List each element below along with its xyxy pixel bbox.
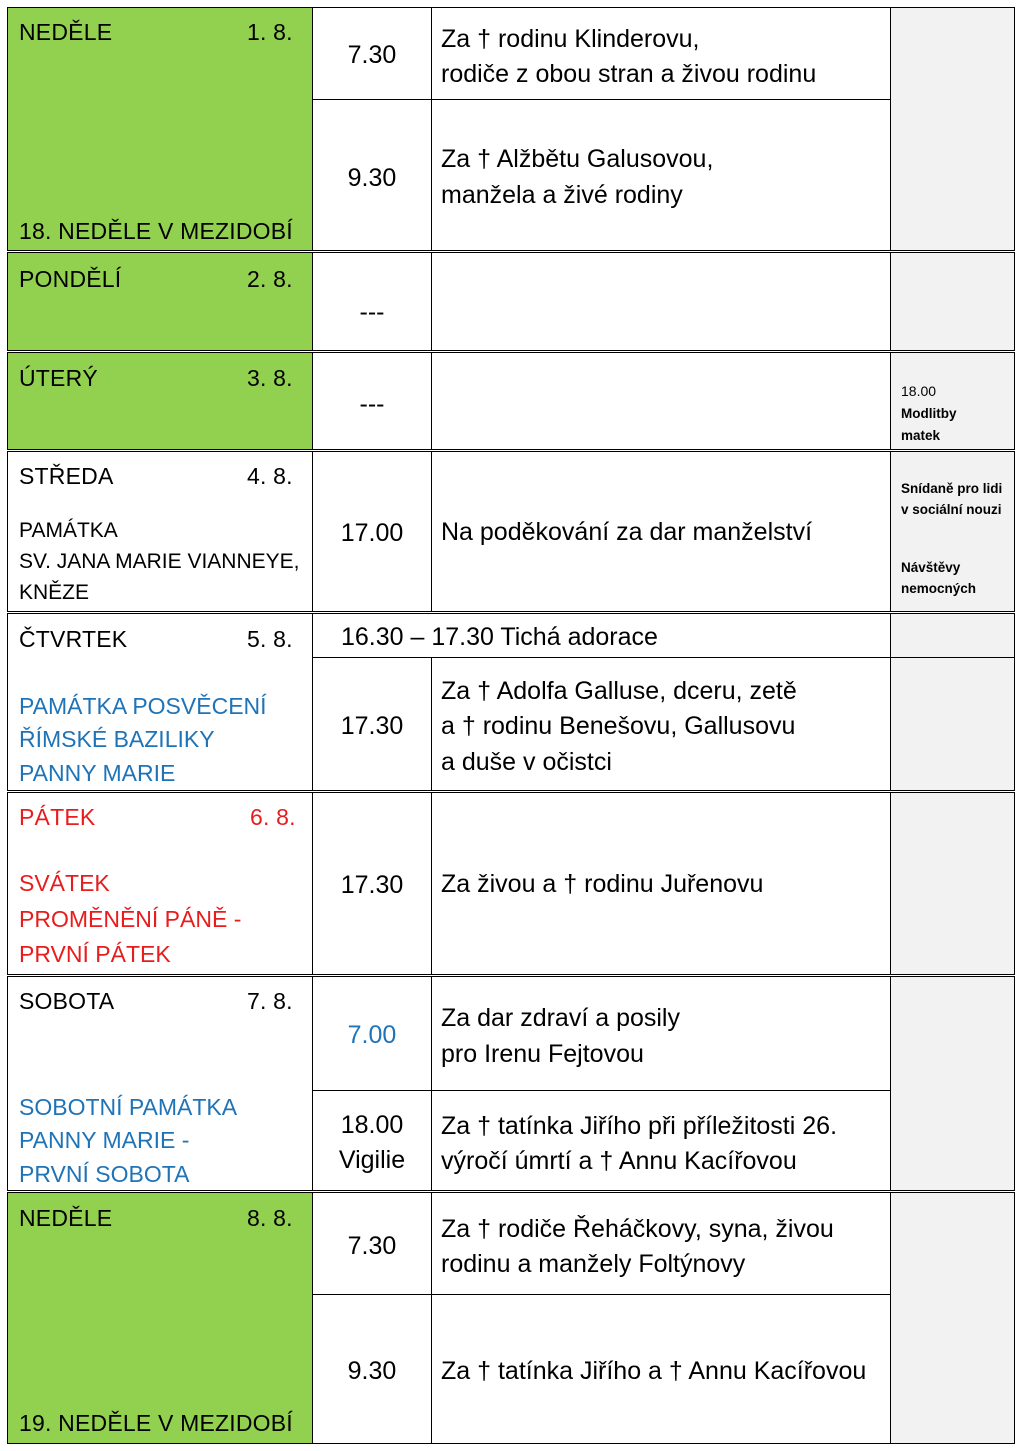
mass-time: 7.00 <box>347 1021 397 1049</box>
mass-intention: Na poděkování za dar manželství <box>441 518 813 546</box>
side-note: matek <box>901 428 941 443</box>
mass-intention-line: a † rodinu Benešovu, Gallusovu <box>441 712 796 740</box>
mass-intention-line: Za † tatínka Jiřího při příležitosti 26. <box>441 1112 838 1140</box>
mass-time: 7.30 <box>347 41 397 69</box>
feast-line: PAMÁTKA <box>19 519 118 542</box>
side-cell <box>890 7 1015 251</box>
side-cell <box>890 252 1015 351</box>
mass-time: 17.30 <box>340 871 404 899</box>
mass-intention-line: Za † rodinu Klinderovu, <box>441 25 700 53</box>
day-date: 2. 8. <box>247 266 293 292</box>
day-name: PONDĚLÍ <box>19 266 122 292</box>
day-date: 1. 8. <box>247 19 293 45</box>
mass-intention-line: Za † rodiče Řeháčkovy, syna, živou <box>441 1215 834 1243</box>
mass-intention-line: Za † Alžbětu Galusovou, <box>441 145 714 173</box>
mass-time: --- <box>359 390 385 418</box>
mass-time: 17.30 <box>340 712 404 740</box>
day-name: SOBOTA <box>19 988 115 1014</box>
liturgical-day: 19. NEDĚLE V MEZIDOBÍ <box>19 1410 293 1436</box>
mass-intention: Za živou a † rodinu Juřenovu <box>441 870 764 898</box>
feast-line: SV. JANA MARIE VIANNEYE, <box>19 550 300 573</box>
side-cell <box>890 792 1015 975</box>
side-cell <box>890 976 1015 1191</box>
time-cell <box>312 1090 432 1191</box>
day-name: PÁTEK <box>19 804 96 830</box>
mass-intention-line: Za † Adolfa Galluse, dceru, zetě <box>441 677 797 705</box>
mass-intention-line: pro Irenu Fejtovou <box>441 1040 644 1068</box>
liturgical-day: 18. NEDĚLE V MEZIDOBÍ <box>19 218 293 244</box>
side-cell <box>890 657 1015 791</box>
side-note: Modlitby <box>901 406 957 421</box>
mass-intention-line: manžela a živé rodiny <box>441 181 683 209</box>
feast-line: PANNY MARIE <box>19 760 176 786</box>
day-date: 7. 8. <box>247 988 293 1014</box>
side-cell <box>890 1192 1015 1444</box>
mass-time: 9.30 <box>347 1357 397 1385</box>
vigil-label: Vigilie <box>338 1146 406 1174</box>
day-date: 8. 8. <box>247 1205 293 1231</box>
mass-intention-line: Za dar zdraví a posily <box>441 1004 680 1032</box>
feast-line: SVÁTEK <box>19 870 110 896</box>
feast-line: KNĚZE <box>19 581 90 604</box>
adoration-text: 16.30 – 17.30 Tichá adorace <box>341 623 658 651</box>
day-name: STŘEDA <box>19 463 114 489</box>
feast-line: PAMÁTKA POSVĚCENÍ <box>19 693 267 719</box>
mass-time: --- <box>359 298 385 326</box>
feast-line: PRVNÍ PÁTEK <box>19 941 171 967</box>
day-date: 6. 8. <box>250 804 296 830</box>
day-date: 5. 8. <box>247 626 293 652</box>
feast-line: PROMĚNĚNÍ PÁNĚ - <box>19 906 242 932</box>
side-note: v sociální nouzi <box>901 502 1002 517</box>
intent-cell <box>431 252 891 351</box>
mass-time: 17.00 <box>340 519 404 547</box>
mass-intention-line: Za † tatínka Jiřího a † Annu Kacířovou <box>441 1357 867 1385</box>
day-name: ÚTERÝ <box>19 365 98 391</box>
mass-time: 9.30 <box>347 164 397 192</box>
day-name: ČTVRTEK <box>19 626 128 652</box>
side-note-time: 18.00 <box>901 383 937 399</box>
feast-line: SOBOTNÍ PAMÁTKA <box>19 1094 238 1120</box>
feast-line: ŘÍMSKÉ BAZILIKY <box>19 726 215 752</box>
mass-intention-line: výročí úmrtí a † Annu Kacířovou <box>441 1147 797 1175</box>
mass-time: 7.30 <box>347 1232 397 1260</box>
side-note: Snídaně pro lidi <box>901 481 1003 496</box>
side-note: nemocných <box>901 581 977 596</box>
feast-line: PRVNÍ SOBOTA <box>19 1161 190 1187</box>
day-date: 3. 8. <box>247 365 293 391</box>
mass-time: 18.00 <box>340 1111 404 1139</box>
mass-intention-line: rodinu a manžely Foltýnovy <box>441 1250 746 1278</box>
mass-intention-line: rodiče z obou stran a živou rodinu <box>441 60 817 88</box>
side-note: Návštěvy <box>901 560 961 575</box>
side-cell <box>890 613 1015 658</box>
mass-intention-line: a duše v očistci <box>441 748 612 776</box>
day-name: NEDĚLE <box>19 1205 113 1231</box>
intent-cell <box>431 352 891 450</box>
feast-line: PANNY MARIE - <box>19 1127 190 1153</box>
day-name: NEDĚLE <box>19 19 113 45</box>
day-date: 4. 8. <box>247 463 293 489</box>
